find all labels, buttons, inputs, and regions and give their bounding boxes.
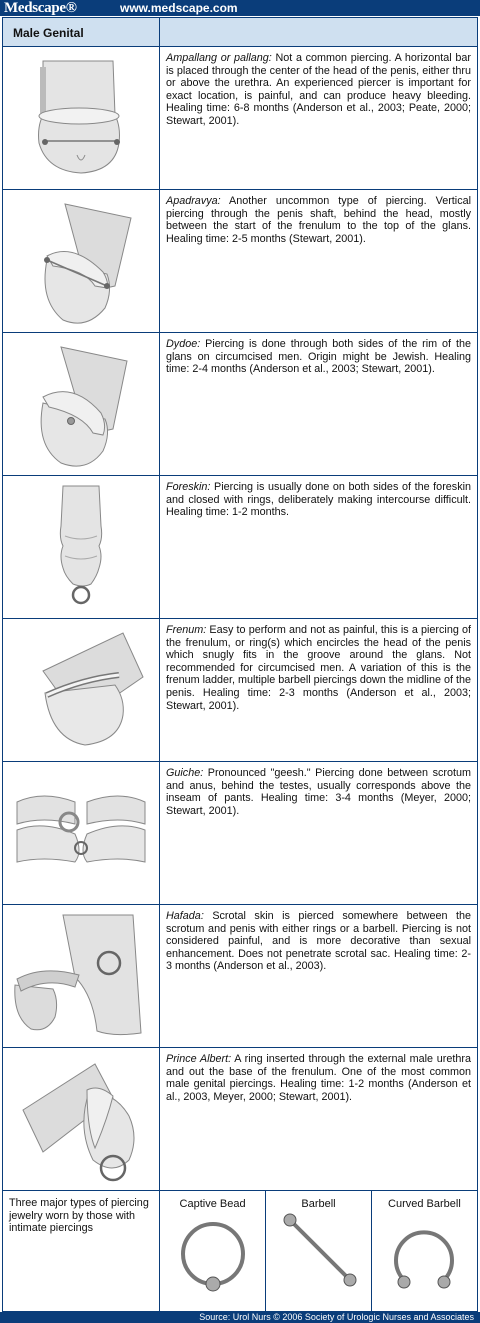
piercing-term: Foreskin: bbox=[166, 481, 211, 493]
dydoe-illustration bbox=[3, 333, 159, 475]
illustration-cell bbox=[3, 476, 160, 619]
hafada-illustration bbox=[3, 905, 159, 1047]
jewelry-curved-barbell bbox=[371, 1191, 477, 1311]
source-citation: Source: Urol Nurs © 2006 Society of Urologic Nurses and Associates bbox=[199, 1312, 474, 1322]
illustration-cell bbox=[3, 47, 160, 190]
piercing-description: Not a common piercing. A horizontal bar is placed through the center of the head of the penis, either thru or above the urethra. An experienced piercer is important for exact location, is painful, and can produce heavy bleeding. Healing time: 6-8 months (Anderson et al., 2003; Peate, 2000; Stewart, 2001). bbox=[166, 52, 471, 127]
illustration-cell bbox=[3, 1048, 160, 1191]
description-cell bbox=[160, 190, 478, 333]
piercing-term: Dydoe: bbox=[166, 338, 201, 350]
curved-barbell-icon bbox=[374, 1210, 474, 1302]
table-row bbox=[3, 333, 478, 476]
table-row bbox=[3, 762, 478, 905]
apadravya-illustration bbox=[3, 190, 159, 332]
description-cell bbox=[160, 905, 478, 1048]
table-row bbox=[3, 1048, 478, 1191]
jewelry-caption-cell bbox=[3, 1191, 160, 1312]
table-row bbox=[3, 905, 478, 1048]
piercing-table bbox=[2, 17, 478, 1312]
jewelry-label: Curved Barbell bbox=[388, 1198, 461, 1210]
description-cell bbox=[160, 476, 478, 619]
piercing-term: Ampallang or pallang: bbox=[166, 52, 272, 64]
piercing-term: Frenum: bbox=[166, 624, 207, 636]
guiche-illustration bbox=[3, 762, 159, 904]
header-bar bbox=[0, 0, 480, 16]
jewelry-label: Captive Bead bbox=[179, 1198, 246, 1210]
piercing-description: Scrotal skin is pierced somewhere between the scrotum and penis with either rings or a barbell. Piercing is not considered painful, and is more decorative than sexual enhancement. Does not penetrate scrotal sac. Healing time: 2-3 months (Anderson et al., 2003). bbox=[166, 910, 471, 973]
jewelry-row bbox=[3, 1191, 478, 1312]
barbell-icon bbox=[268, 1210, 368, 1302]
illustration-cell bbox=[3, 762, 160, 905]
piercing-term: Prince Albert: bbox=[166, 1053, 232, 1065]
piercing-description: Piercing is done through both sides of the rim of the glans on circumcised men. Origin might be Jewish. Healing time: 2-4 months (Anderson et al., 2003; Stewart, 2001). bbox=[166, 338, 471, 376]
description-cell bbox=[160, 619, 478, 762]
section-title: Male Genital bbox=[13, 26, 84, 40]
jewelry-barbell bbox=[266, 1191, 372, 1311]
piercing-description: Pronounced "geesh." Piercing done between scrotum and anus, behind the testes, usually corresponds above the inseam of pants. Healing time: 3-4 months (Meyer, 2000; Stewart, 2001). bbox=[166, 767, 471, 817]
jewelry-types-cell bbox=[160, 1191, 478, 1312]
jewelry-caption: Three major types of piercing jewelry worn by those with intimate piercings bbox=[9, 1197, 149, 1235]
piercing-description: Easy to perform and not as painful, this is a piercing of the frenulum, or ring(s) which encircles the head of the penis which snugly fits in the groove around the glans. Not recommended for circumcised men. A variation of this is the frenum ladder, multiple barbell piercings down the midline of the penis. Healing time: 2-3 months (Anderson et al., 2003; Stewart, 2001). bbox=[166, 624, 471, 712]
frenum-illustration bbox=[3, 619, 159, 761]
table-row bbox=[3, 619, 478, 762]
piercing-description: Another uncommon type of piercing. Vertical piercing through the penis shaft, behind the head, mostly between the start of the frenulum to the top of the glans. Healing time: 2-5 months (Stewart, 2001). bbox=[166, 195, 471, 245]
prince-albert-illustration bbox=[3, 1048, 159, 1190]
jewelry-label: Barbell bbox=[301, 1198, 336, 1210]
piercing-description: A ring inserted through the external male urethra and out the base of the frenulum. One of the most common male genital piercings. Healing time: 1-2 months (Anderson et al., 2003, Meyer, 2000; Stewart, 2001). bbox=[166, 1053, 471, 1103]
foreskin-illustration bbox=[3, 476, 159, 618]
description-cell bbox=[160, 1048, 478, 1191]
description-cell bbox=[160, 762, 478, 905]
section-header-row bbox=[3, 18, 478, 47]
illustration-cell bbox=[3, 905, 160, 1048]
source-footer bbox=[0, 1312, 480, 1323]
piercing-description: Piercing is usually done on both sides of the foreskin and closed with rings, deliberately making intercourse difficult. Healing time: 1-2 months. bbox=[166, 481, 471, 519]
jewelry-captive-bead bbox=[160, 1191, 266, 1311]
medscape-logo[interactable]: Medscape® bbox=[4, 0, 77, 16]
section-title-cell bbox=[3, 18, 160, 47]
piercing-term: Apadravya: bbox=[166, 195, 221, 207]
piercing-term: Guiche: bbox=[166, 767, 204, 779]
piercing-term: Hafada: bbox=[166, 910, 204, 922]
site-url[interactable]: www.medscape.com bbox=[120, 1, 238, 15]
ampallang-illustration bbox=[3, 47, 159, 189]
illustration-cell bbox=[3, 619, 160, 762]
header-empty-cell bbox=[160, 18, 478, 47]
table-row bbox=[3, 190, 478, 333]
jewelry-types-table bbox=[160, 1191, 477, 1311]
illustration-cell bbox=[3, 190, 160, 333]
description-cell bbox=[160, 333, 478, 476]
description-cell bbox=[160, 47, 478, 190]
illustration-cell bbox=[3, 333, 160, 476]
table-row bbox=[3, 476, 478, 619]
table-row bbox=[3, 47, 478, 190]
captive-bead-ring-icon bbox=[163, 1210, 263, 1302]
